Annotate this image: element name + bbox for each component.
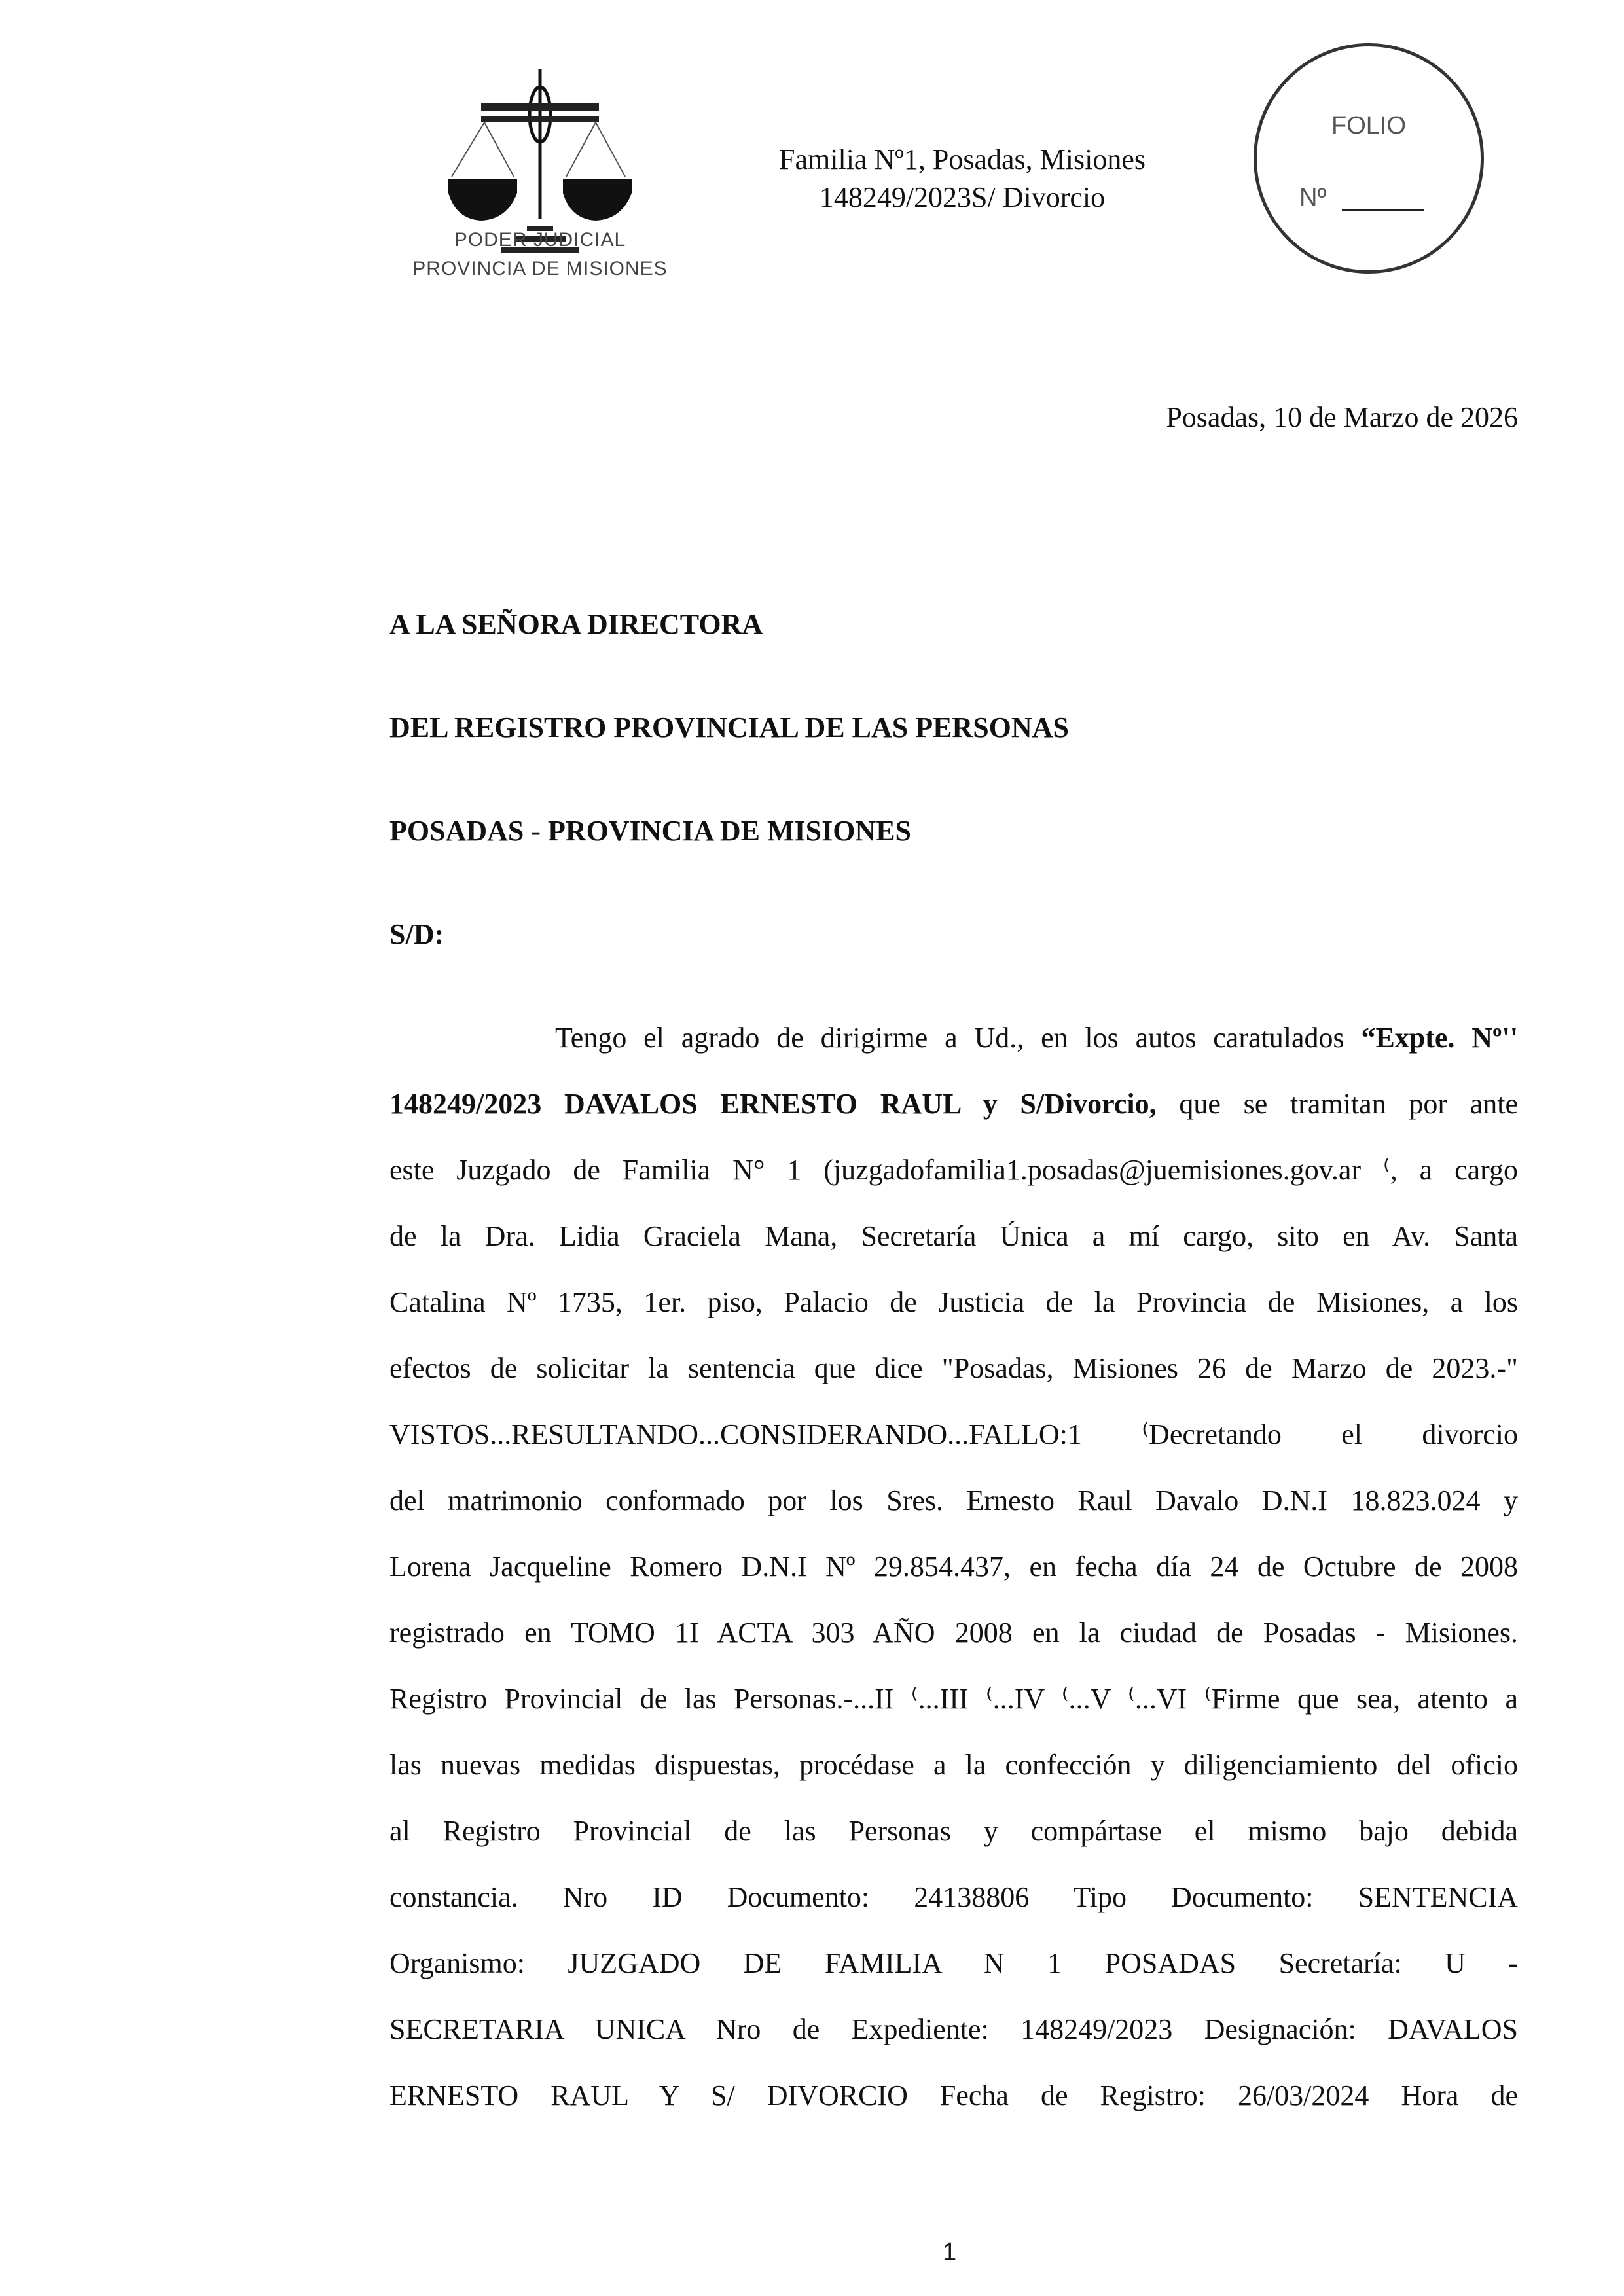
body-line bbox=[389, 2079, 1518, 2112]
body-line bbox=[389, 1484, 1518, 1517]
body-line bbox=[389, 2013, 1518, 2046]
body-line bbox=[389, 1285, 1518, 1319]
body-line bbox=[389, 1219, 1518, 1253]
document-date: Posadas, 10 de Marzo de 2026 bbox=[1166, 401, 1518, 433]
addressee-line-3: POSADAS - PROVINCIA DE MISIONES bbox=[389, 815, 912, 847]
body-text: Catalina Nº 1735, 1er. piso, Palacio de Justicia de la Provincia de Misiones, a los bbox=[389, 1286, 1518, 1318]
body-text: VISTOS...RESULTANDO...CONSIDERANDO...FALLO:1 ⁽Decretando el divorcio bbox=[389, 1418, 1518, 1450]
body-line bbox=[389, 1748, 1518, 1782]
body-text: registrado en TOMO 1I ACTA 303 AÑO 2008 en la ciudad de Posadas - Misiones. bbox=[389, 1617, 1518, 1649]
salutation: S/D: bbox=[389, 918, 444, 950]
body-line bbox=[389, 1616, 1518, 1649]
case-header bbox=[707, 141, 1218, 217]
body-text: constancia. Nro ID Documento: 24138806 Tipo Documento: SENTENCIA bbox=[389, 1881, 1518, 1913]
body-line bbox=[555, 1021, 1518, 1054]
body-line bbox=[389, 1682, 1518, 1715]
folio-stamp bbox=[1254, 43, 1484, 274]
logo-caption bbox=[403, 226, 677, 283]
logo-caption-line1: PODER JUDICIAL bbox=[454, 229, 626, 251]
body-text: al Registro Provincial de las Personas y compártase el mismo bajo debida bbox=[389, 1815, 1518, 1847]
body-text: Lorena Jacqueline Romero D.N.I Nº 29.854.437, en fecha día 24 de Octubre de 2008 bbox=[389, 1551, 1518, 1583]
body-text: ERNESTO RAUL Y S/ DIVORCIO Fecha de Registro: 26/03/2024 Hora de bbox=[389, 2079, 1518, 2111]
addressee-line-1: A LA SEÑORA DIRECTORA bbox=[389, 608, 763, 640]
body-line bbox=[389, 1550, 1518, 1583]
court-name: Familia Nº1, Posadas, Misiones bbox=[779, 143, 1146, 175]
body-line bbox=[389, 1153, 1518, 1187]
body-line bbox=[389, 1352, 1518, 1385]
body-text: Registro Provincial de las Personas.-...II ⁽...III ⁽...IV ⁽...V ⁽...VI ⁽Firme que sea, atento a bbox=[389, 1683, 1518, 1715]
folio-label: FOLIO bbox=[1331, 112, 1407, 139]
case-reference-bold: “Expte. Nº'' bbox=[1361, 1022, 1519, 1054]
body-text: efectos de solicitar la sentencia que dice "Posadas, Misiones 26 de Marzo de 2023.-" bbox=[389, 1352, 1518, 1384]
logo-caption-line2: PROVINCIA DE MISIONES bbox=[412, 258, 668, 279]
body-text: que se tramitan por ante bbox=[1156, 1088, 1518, 1120]
body-line bbox=[389, 1880, 1518, 1914]
body-text: Tengo el agrado de dirigirme a Ud., en los autos caratulados bbox=[555, 1022, 1362, 1054]
body-line bbox=[389, 1814, 1518, 1848]
body-text: de la Dra. Lidia Graciela Mana, Secretaría Única a mí cargo, sito en Av. Santa bbox=[389, 1220, 1518, 1252]
body-text: las nuevas medidas dispuestas, procédase a la confección y diligenciamiento del oficio bbox=[389, 1749, 1518, 1781]
case-number: 148249/2023S/ Divorcio bbox=[819, 181, 1106, 213]
page-number: 1 bbox=[943, 2238, 957, 2266]
body-line bbox=[389, 1087, 1518, 1121]
body-text: SECRETARIA UNICA Nro de Expediente: 148249/2023 Designación: DAVALOS bbox=[389, 2013, 1518, 2045]
body-text: del matrimonio conformado por los Sres. Ernesto Raul Davalo D.N.I 18.823.024 y bbox=[389, 1484, 1518, 1516]
body-text: Organismo: JUZGADO DE FAMILIA N 1 POSADAS Secretaría: U - bbox=[389, 1947, 1518, 1979]
body-text: este Juzgado de Familia N° 1 (juzgadofamilia1.posadas@juemisiones.gov.ar ⁽, a cargo bbox=[389, 1154, 1518, 1186]
case-title-bold: 148249/2023 DAVALOS ERNESTO RAUL y S/Divorcio, bbox=[389, 1088, 1157, 1120]
body-line bbox=[389, 1418, 1518, 1451]
addressee-line-2: DEL REGISTRO PROVINCIAL DE LAS PERSONAS bbox=[389, 711, 1069, 744]
folio-number-blank bbox=[1342, 209, 1424, 211]
body-line bbox=[389, 1946, 1518, 1980]
folio-number-label: Nº bbox=[1299, 184, 1327, 211]
